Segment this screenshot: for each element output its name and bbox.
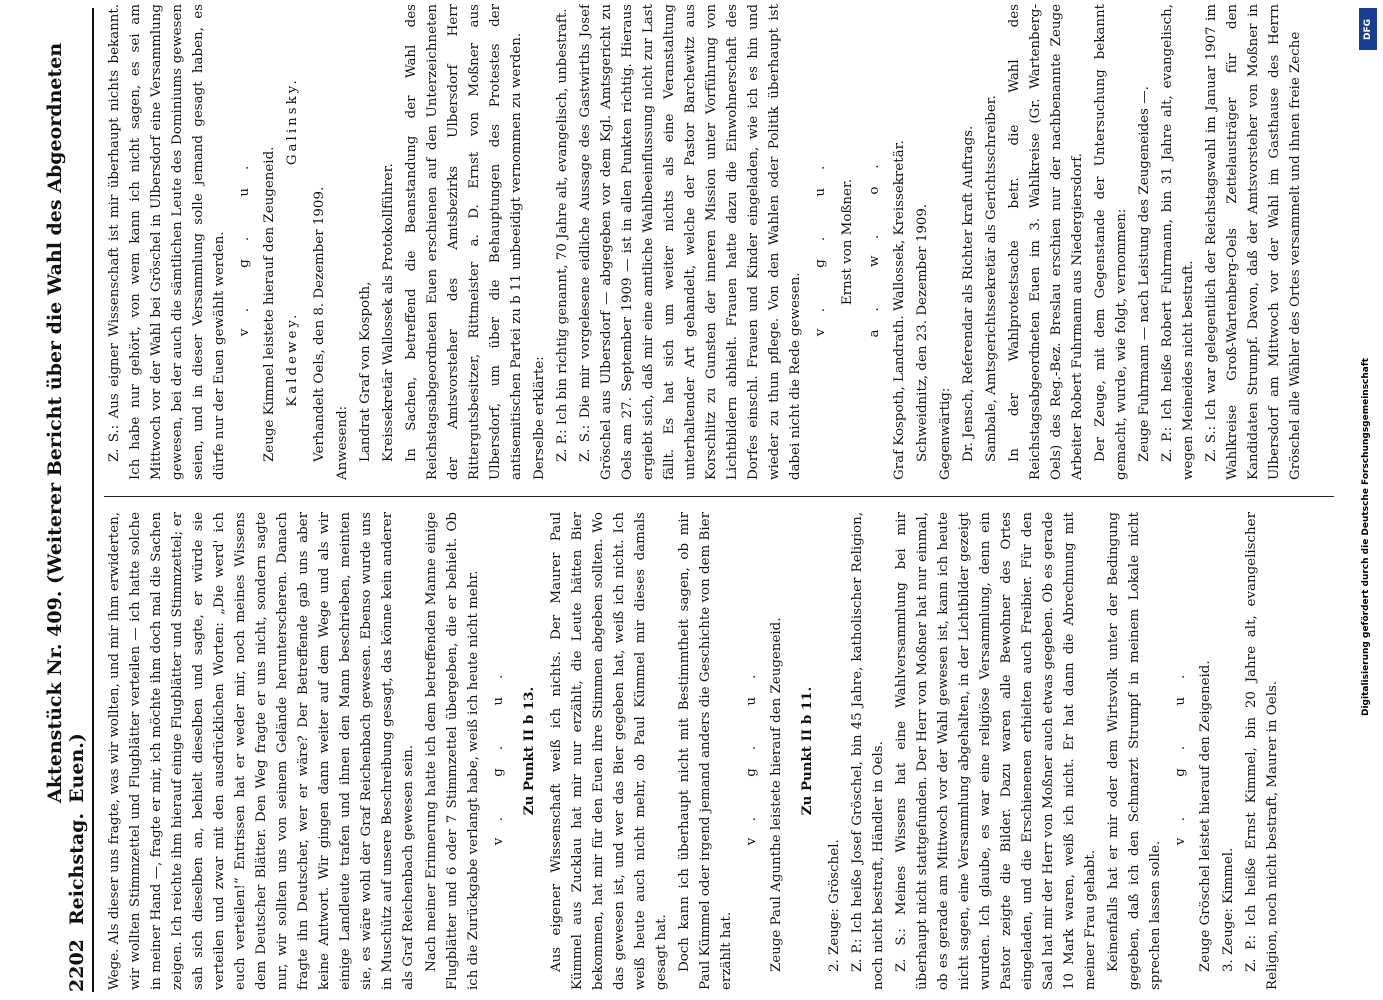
running-header bbox=[44, 8, 94, 992]
paragraph: Z. P.: Ich heiße Josef Gröschel, bin 45 Jahre, katholischer Religion, noch nicht bestraft, Händler in Oels. bbox=[850, 512, 886, 990]
paragraph: Dr. Jensch, Referendar als Richter kraft Auftrags. bbox=[961, 125, 976, 462]
signature-mark: v. g. u. bbox=[237, 147, 252, 337]
paragraph: Z. P.: Ich heiße Ernst Kimmel, bin 20 Jahre alt, evangelischer Religion, noch nicht bestraft, Maurer in Oels. bbox=[1244, 512, 1280, 990]
paragraph: Zeuge Kimmel leistete hierauf den Zeugeneid. bbox=[262, 146, 277, 462]
paragraph: Z. P.: Ich bin richtig genannt, 70 Jahre alt, evangelisch, unbestraft. bbox=[555, 8, 570, 462]
section-heading: Zu Punkt II b 13. bbox=[521, 686, 537, 816]
paragraph: Doch kann ich überhaupt nicht mit Bestimmtheit sagen, ob mir Paul Kümmel oder irgend jemand anders die Geschichte von dem Bier erzählt hat. bbox=[677, 512, 734, 990]
signature-name: Galinsky. bbox=[285, 77, 300, 166]
signature-mark: v. g. u. bbox=[1173, 656, 1188, 846]
paragraph: Landrat Graf von Kospoth, bbox=[358, 281, 373, 462]
signature-names bbox=[282, 4, 303, 480]
digitization-note: Digitalisierung gefördert durch die Deutsche Forschungsgemeinschaft bbox=[1361, 357, 1371, 716]
paragraph: Wege. Als dieser uns fragte, was wir wollten, und mir ihm erwiderten, wir wollten Stimmzettel und Flugblätter verteilen — ich hatte solche in meiner Hand —, fragte er mir, ich möchte ihm doch mal die Sachen zeigen. Ich reichte ihm hierauf einige Flugblätter und Stimmzettel; er sah sich dieselben an, behielt dieselben und sagte, er würde sie verteilen und zwar mit den ausdrücklichen Worten: „Die werd' ich euch verteilen!“ Entrissen hat er weder mir, noch meines Wissens dem Deutscher Blätter. Den Weg fragte er uns nicht, sondern sagte nur, wir sollten uns von seinem Gelände herunterscheren. Danach fragte ihn Deutscher, wer er wäre? Der Betreffende gab uns aber keine Antwort. Wir gingen dann weiter auf dem Wege und als wir einige Landleute trafen und ihnen den Mann beschrieben, meinten sie, es wäre wohl der Graf Reichenbach gewesen. Ebenso wurde uns in Muschütz auf unsere Beschreibung gesagt, das könne kein anderer als Graf Reichenbach gewesen sein. bbox=[107, 512, 416, 990]
paragraph: Z. P.: Ich heiße Robert Fuhrmann, bin 31 Jahre alt, evangelisch, wegen Meineides nicht bestraft. bbox=[1160, 4, 1196, 480]
paragraph: Anwesend: bbox=[335, 405, 350, 480]
paragraph: Schweidnitz, den 23. Dezember 1909. bbox=[915, 203, 930, 462]
column-divider bbox=[104, 496, 1334, 497]
paragraph: Nach meiner Erinnerung hatte ich dem betreffenden Manne einige Flugblätter und 6 oder 7 Stimmzettel übergeben, die er behielt. Ob ich die Zurückgabe verlangt habe, weiß ich heute nicht mehr. bbox=[424, 512, 481, 990]
digitization-stamp bbox=[1339, 0, 1383, 1000]
paragraph: In der Wahlprotestsache betr. die Wahl des Reichstagsabgeordneten Euen im 3. Wahlkreise (Gr. Wartenberg-Oels) des Reg.-Bez. Breslau erschien nur der nachbenannte Zeuge Arbeiter Robert Fuhrmann aus Niedergiersdorf. bbox=[1007, 4, 1085, 480]
signature-name: Ernst von Moßner. bbox=[840, 178, 855, 306]
paragraph: Aus eigener Wissenschaft weiß ich nichts. Der Maurer Paul Kümmel aus Zucklau hat mir nur erzählt, die Leute hätten Bier bekommen, hat mir für den Euen ihre Stimmen abgeben sollten. Wo das gewesen ist, und wer das Bier gegeben hat, weiß ich nicht. Ich weiß heute auch nicht mehr, ob Paul Kümmel mir dieses damals gesagt hat. bbox=[549, 512, 669, 990]
section-heading: Zu Punkt II b 11. bbox=[799, 686, 815, 816]
signature-name: Kaldewey. bbox=[285, 311, 300, 407]
paragraph: Verhandelt Oels, den 8. Dezember 1909. bbox=[312, 186, 327, 462]
paragraph: Graf Kospoth, Landrath. Wallossek, Kreissekretär. bbox=[892, 140, 907, 480]
paragraph: Derselbe erklärte: bbox=[532, 356, 547, 480]
header-title: Aktenstück Nr. 409. (Weiterer Bericht über die Wahl des Abgeordneten Euen.) bbox=[44, 42, 88, 803]
paragraph: Kreissekretär Wallossek als Protokollführer. bbox=[381, 163, 396, 462]
paragraph: Zeuge Fuhrmann — nach Leistung des Zeugeneides —. bbox=[1137, 86, 1152, 462]
dfg-logo: DFG bbox=[1359, 8, 1377, 50]
paragraph: Z. S.: Meines Wissens hat eine Wahlversammlung bei mir überhaupt nicht stattgefunden. Der Herr von Moßner hat nur einmal, ob es gerade am Mittwoch vor der Wahl gewesen ist, kann ich heute nicht sagen, eine Versammlung abgehalten, in der Lichtbilder gezeigt wurden. Ich glaube, es war eine religiöse Versammlung, denn ein Pastor zeigte die Bilder. Dazu waren alle Bewohner des Ortes eingeladen, und die Erschienenen erhielten auch Freibier. Für den Saal hat mir der Herr von Moßner auch etwas gegeben. Ob es gerade 10 Mark waren, weiß ich nicht. Er hat dann die Abrechnung mit meiner Frau gehabt. bbox=[894, 512, 1098, 990]
paragraph: Zeuge Paul Agunthe leistete hierauf den Zeugeneid. bbox=[769, 617, 784, 972]
signature-mark: v. g. u. bbox=[813, 147, 828, 337]
paragraph: Z. S.: Die mir vorgelesene eidliche Aussage des Gastwirths Josef Gröschel aus Ulbersdorf — abgegeben vor dem Kgl. Amtsgericht zu Oels am 27. September 1909 — ist in allen Punkten richtig. Hieraus ergiebt sich, daß mir eine amtliche Wahlbeeinflussung nicht zur Last fällt. Es hat sich um weiter nichts als eine Veranstaltung unterhaltender Art gehandelt, welche der Pastor Barchewitz aus Korschlitz zu Gunsten der inneren Mission unter Vorführung von Lichtbildern abhielt. Frauen hatte dazu die Einwohnerschaft des Dorfes einschl. Frauen und Kinder eingeladen, wie ich es hin und wieder zu thun pflege. Von den Wahlen oder Politik überhaupt ist dabei nicht die Rede gewesen. bbox=[578, 4, 803, 480]
paragraph: Zeuge Gröschel leistet hierauf den Zeigeneid. bbox=[1198, 660, 1213, 972]
paragraph: Sambale, Amtsgerichtssekretär als Gerichtsschreiber. bbox=[984, 95, 999, 462]
paragraph: Gegenwärtig: bbox=[938, 387, 953, 480]
paragraph: Keinenfalls hat er mir oder dem Wirtsvolk unter der Bedingung gegeben, daß ich den Schmarzt Strumpf in meinem Lokale nicht sprechen lassen solle. bbox=[1106, 512, 1163, 990]
witness-line: 3. Zeuge: Kimmel. bbox=[1221, 847, 1236, 972]
header-source: Reichstag. bbox=[66, 812, 88, 926]
paragraph: Z. S.: Ich war gelegentlich der Reichstagswahl im Januar 1907 im Wahlkreise Groß-Wartenberg-Oels Zettelausträger für den Kandidaten Strumpf. Davon, daß der Amtsvorsteher von Moßner in Ulbersdorf am Mittwoch vor der Wahl im Gasthause des Herrn Gröschel alle Wähler des Ortes versammelt und ihnen freie Zeche bbox=[1204, 4, 1303, 480]
left-column bbox=[104, 512, 1344, 990]
witness-line: 2. Zeuge: Gröschel. bbox=[827, 839, 842, 972]
signature-mark: v. g. u. bbox=[491, 656, 506, 846]
signature-mark: a. w. o. bbox=[867, 146, 882, 338]
right-column bbox=[104, 4, 1344, 480]
page-number: 2202 bbox=[66, 939, 88, 992]
paragraph: Der Zeuge, mit dem Gegenstande der Untersuchung bekannt gemacht, wurde, wie folgt, vernommen: bbox=[1093, 4, 1129, 480]
signature-mark: v. g. u. bbox=[744, 656, 759, 846]
paragraph: Z. S.: Aus eigner Wissenschaft ist mir überhaupt nichts bekannt. Ich habe nur gehört, von wem kann ich nicht sagen, es sei am Mittwoch vor der Wahl bei Gröschel in Ulbersdorf eine Versammlung gewesen, bei der auch die sämtlichen Leute des Dominiums gewesen seien, und in dieser Versammlung solle jemand gesagt haben, es dürfe nur der Euen gewählt werden. bbox=[107, 4, 227, 480]
paragraph: In Sachen, betreffend die Beanstandung der Wahl des Reichstagsabgeordneten Euen erschienen auf den Unterzeichneten der Amtsvorsteher des Amtsbezirks Ulbersdorf Herr Rittergutsbesitzer, Rittmeister a. D. Ernst von Moßner aus Ulbersdorf, um über die Behauptungen des Protestes der antisemitischen Partei zu b 11 unbeeidigt vernommen zu werden. bbox=[404, 4, 524, 480]
